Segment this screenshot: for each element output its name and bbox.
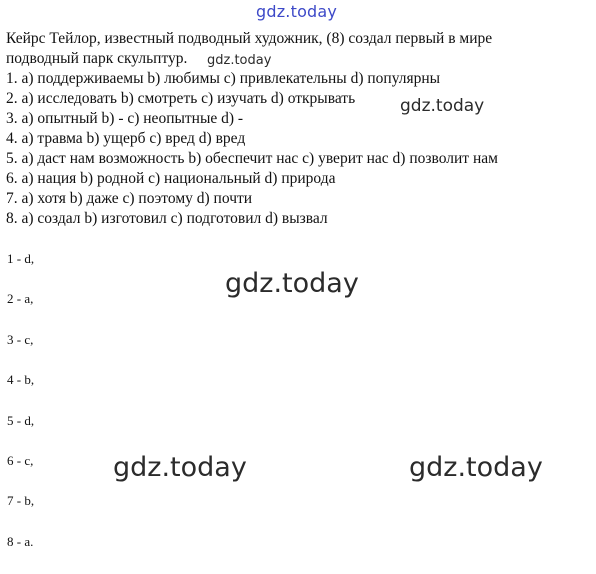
options-list (6, 69, 498, 229)
answer-line: 2 - a, (7, 291, 34, 307)
intro-line-2: подводный парк скульптур. (6, 50, 188, 67)
option-line: 4. a) травма b) ущерб c) вред d) вред (6, 130, 246, 147)
option-line: 3. a) опытный b) - c) неопытные d) - (6, 110, 244, 127)
watermark-top: gdz.today (256, 2, 338, 21)
watermark-large-right: gdz.today (409, 452, 543, 483)
watermark-large-left: gdz.today (113, 452, 247, 483)
option-line: 8. a) создал b) изготовил c) подготовил d) вызвал (6, 210, 328, 227)
intro-paragraph (6, 29, 590, 69)
option-line: 2. a) исследовать b) смотреть c) изучать d) открывать (6, 90, 356, 107)
answer-line: 4 - b, (7, 372, 35, 388)
watermark-mid: gdz.today (400, 96, 485, 116)
answer-line: 3 - c, (7, 331, 34, 347)
answer-line: 5 - d, (7, 412, 35, 428)
watermark-small: gdz.today (207, 53, 272, 68)
answers-list (7, 251, 34, 574)
intro-line-1: Кейрс Тейлор, известный подводный художник, (8) создал первый в мире (6, 30, 493, 47)
answer-line: 8 - a. (7, 533, 34, 549)
answer-line: 6 - c, (7, 452, 34, 468)
option-line: 7. a) хотя b) даже c) поэтому d) почти (6, 190, 253, 207)
option-line: 1. a) поддерживаемы b) любимы c) привлекательны d) популярны (6, 70, 441, 87)
option-line: 6. a) нация b) родной c) национальный d) природа (6, 170, 336, 187)
answer-line: 1 - d, (7, 251, 35, 266)
answer-line: 7 - b, (7, 493, 35, 509)
watermark-large-center: gdz.today (225, 268, 359, 299)
option-line: 5. a) даст нам возможность b) обеспечит нас c) уверит нас d) позволит нам (6, 150, 498, 167)
